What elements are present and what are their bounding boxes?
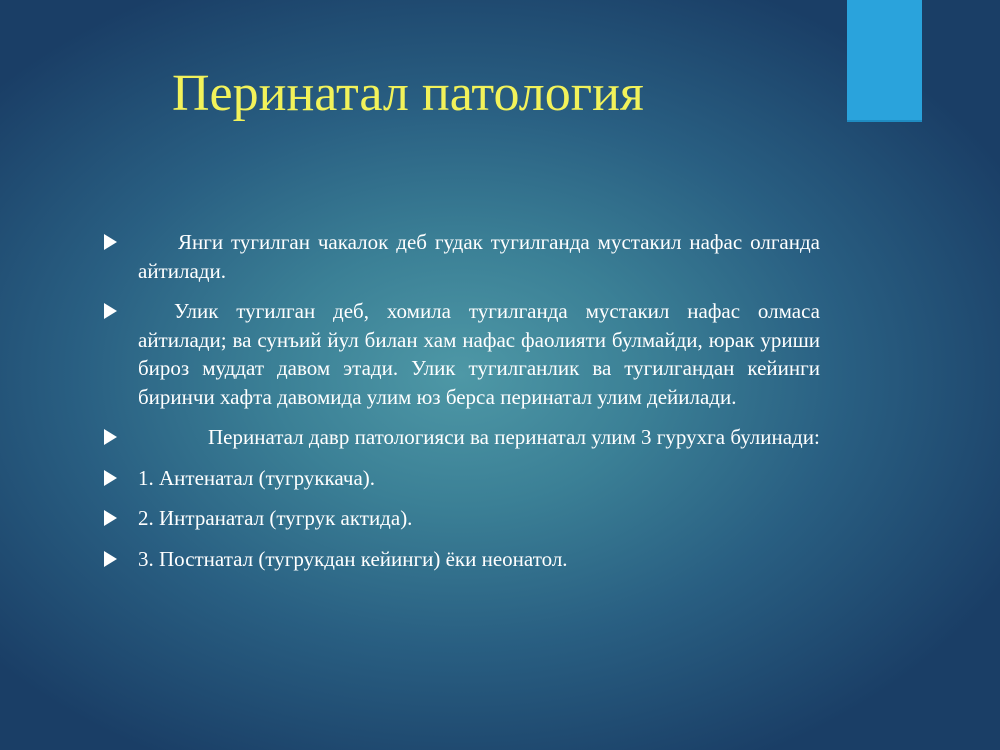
bullet-text: 1. Антенатал (тугруккача). <box>138 465 376 490</box>
slide-title: Перинатал патология <box>172 65 644 122</box>
bullet-text: Перинатал давр патологияси ва перинатал улим 3 гурухга булинади: <box>208 425 820 449</box>
bullet-item <box>100 228 820 285</box>
bullet-text: Улик тугилган деб, хомила тугилганда мустакил нафас олмаса айтилади; ва сунъий йул билан хам нафас фаолияти булмайди, юрак уриши бироз муддат давом этади. Улик тугилганлик ва тугилгандан кейинги биринчи хафта давомида улим юз берса перинатал улим дейилади. <box>138 299 820 409</box>
bullet-text: 3. Постнатал (тугрукдан кейинги) ёки неонатол. <box>138 546 568 571</box>
accent-bar <box>847 0 922 122</box>
triangle-bullet-icon <box>104 303 117 319</box>
bullet-text: Янги тугилган чакалок деб гудак тугилганда мустакил нафас олганда айтилади. <box>138 230 820 283</box>
bullet-list <box>100 228 820 585</box>
bullet-item <box>100 545 820 574</box>
bullet-item <box>100 464 820 493</box>
bullet-item <box>100 423 820 452</box>
triangle-bullet-icon <box>104 234 117 250</box>
triangle-bullet-icon <box>104 510 117 526</box>
bullet-item <box>100 504 820 533</box>
bullet-text: 2. Интранатал (тугрук актида). <box>138 506 413 530</box>
triangle-bullet-icon <box>104 551 117 567</box>
triangle-bullet-icon <box>104 429 117 445</box>
triangle-bullet-icon <box>104 470 117 486</box>
bullet-item <box>100 297 820 411</box>
